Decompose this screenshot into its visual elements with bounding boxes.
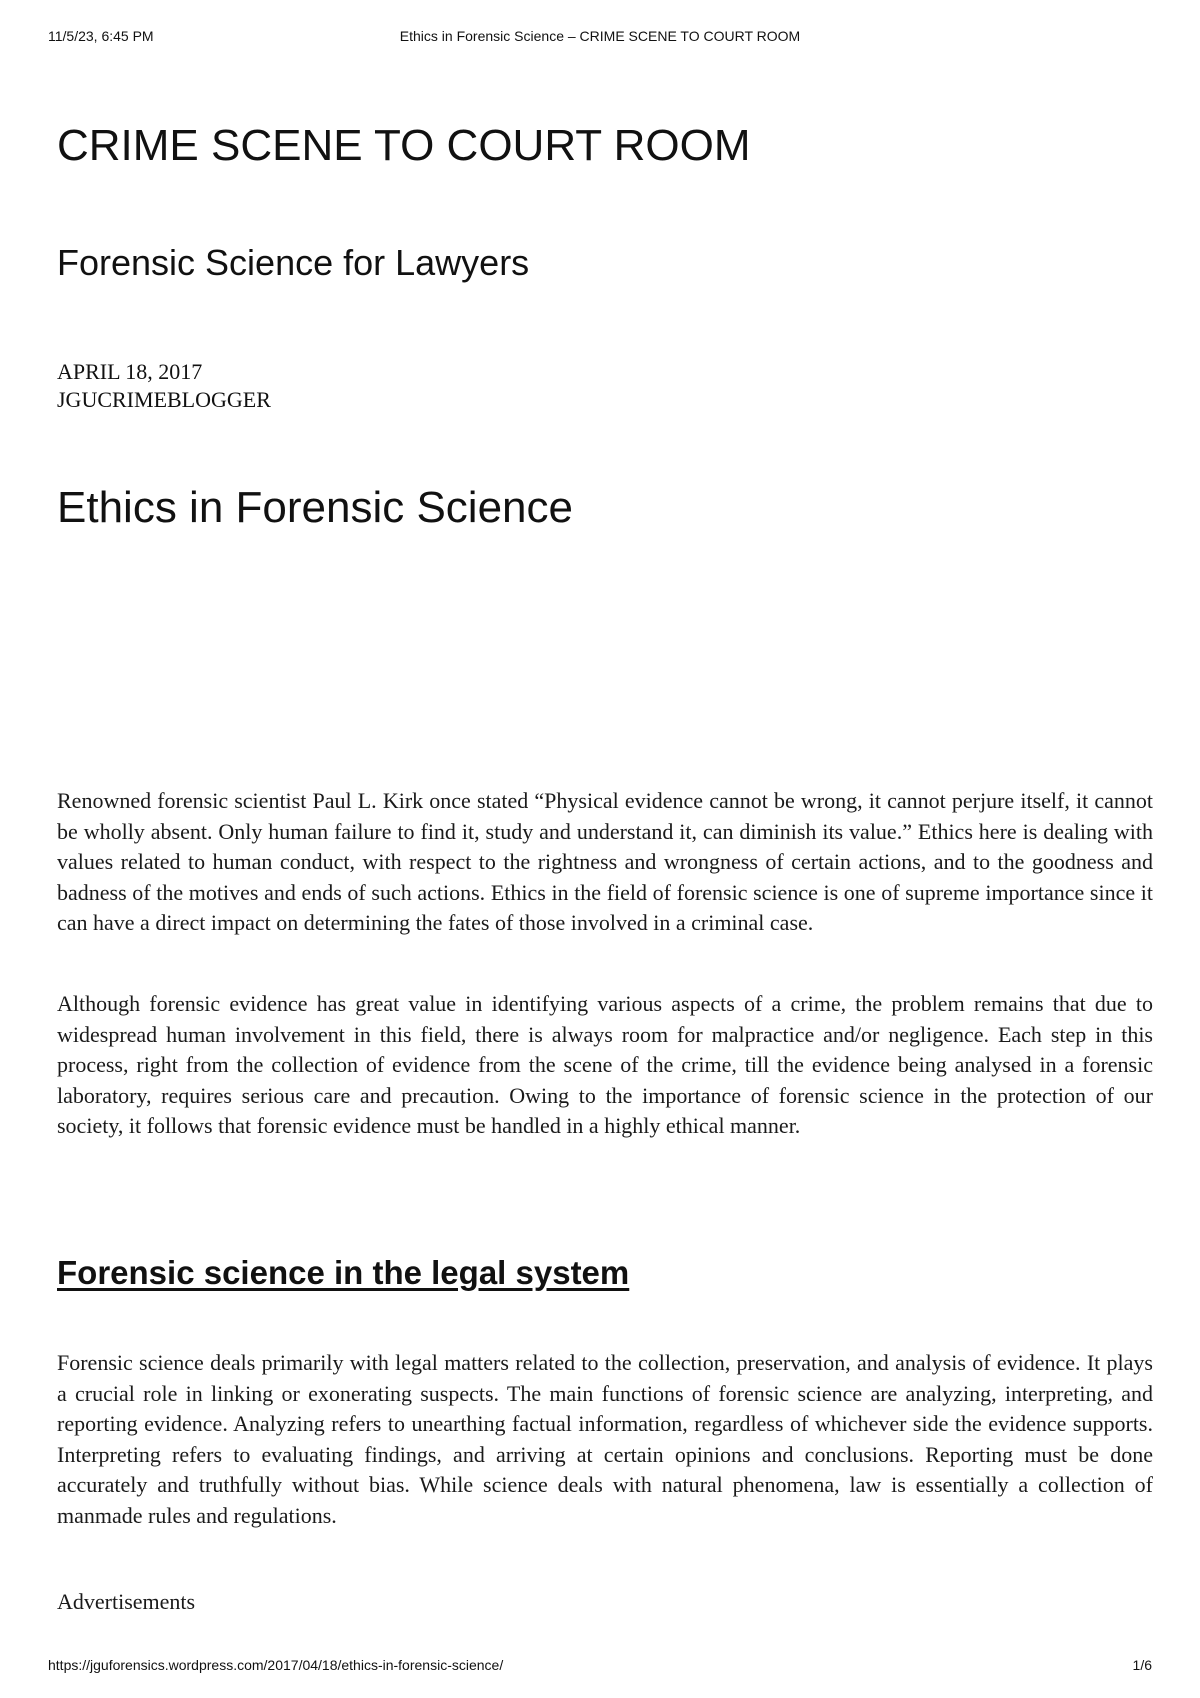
print-url[interactable]: https://jguforensics.wordpress.com/2017/04/18/ethics-in-forensic-science/ bbox=[48, 1657, 504, 1673]
post-author[interactable]: JGUCRIMEBLOGGER bbox=[57, 387, 271, 412]
site-description: Forensic Science for Lawyers bbox=[57, 242, 530, 283]
section-paragraph: Forensic science deals primarily with legal matters related to the collection, preservation, and analysis of evidence. It plays a crucial role in linking or exonerating suspects. The main functions of forensic science are analyzing, interpreting, and reporting evidence. Analyzing refers to unearthing factual information, regardless of whichever side the evidence supports. Interpreting refers to evaluating findings, and arriving at certain opinions and conclusions. Reporting must be done accurately and truthfully without bias. While science deals with natural phenomena, law is essentially a collection of manmade rules and regulations. bbox=[57, 1350, 1153, 1528]
print-footer bbox=[48, 1657, 1152, 1677]
site-title[interactable]: CRIME SCENE TO COURT ROOM bbox=[57, 121, 751, 170]
print-page-number: 1/6 bbox=[1132, 1657, 1152, 1673]
post-paragraph-2: Although forensic evidence has great value in identifying various aspects of a crime, the problem remains that due to widespread human involvement in this field, there is always room for malpractice and/or negligence. Each step in this process, right from the collection of evidence from the scene of the crime, till the evidence being analysed in a forensic laboratory, requires serious care and precaution. Owing to the importance of forensic science in the protection of our society, it follows that forensic evidence must be handled in a highly ethical manner. bbox=[57, 991, 1153, 1138]
post-meta bbox=[57, 358, 271, 414]
post-paragraph-1: Renowned forensic scientist Paul L. Kirk once stated “Physical evidence cannot be wrong, it cannot perjure itself, it cannot be wholly absent. Only human failure to find it, study and understand it, can diminish its value.” Ethics here is dealing with values related to human conduct, with respect to the rightness and wrongness of certain actions, and to the goodness and badness of the motives and ends of such actions. Ethics in the field of forensic science is one of supreme importance since it can have a direct impact on determining the fates of those involved in a criminal case. bbox=[57, 788, 1153, 935]
print-page-title: Ethics in Forensic Science – CRIME SCENE TO COURT ROOM bbox=[399, 28, 801, 44]
print-datetime: 11/5/23, 6:45 PM bbox=[48, 28, 154, 44]
post-date[interactable]: APRIL 18, 2017 bbox=[57, 359, 203, 384]
print-header bbox=[48, 28, 1152, 48]
advertisements-label: Advertisements bbox=[57, 1589, 196, 1614]
post-title: Ethics in Forensic Science bbox=[57, 483, 573, 532]
section-heading: Forensic science in the legal system bbox=[57, 1254, 630, 1291]
